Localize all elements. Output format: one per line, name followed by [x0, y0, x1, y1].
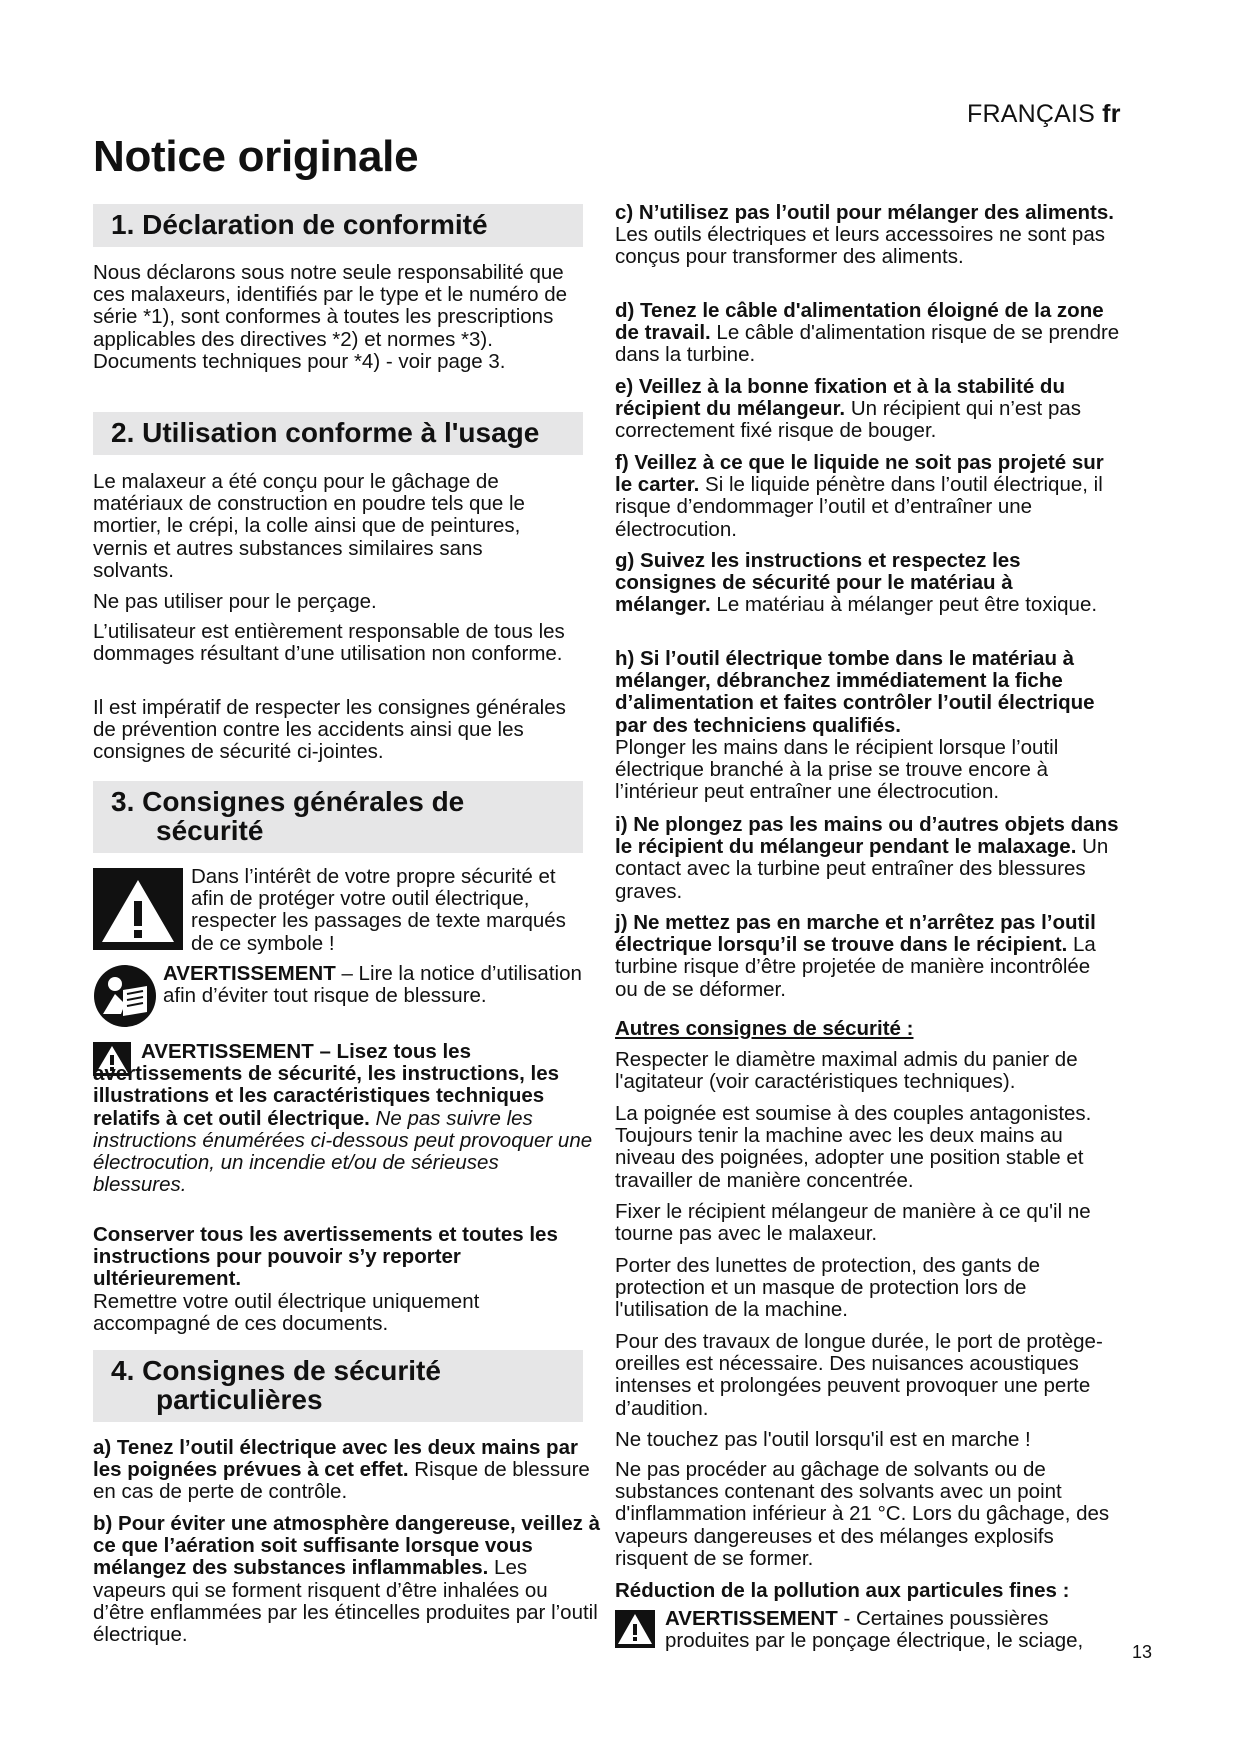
rule-i-text: Un contact avec la turbine peut entraîner des blessures graves.	[615, 835, 1109, 903]
usage-paragraph-4: Il est impératif de respecter les consignes générales de prévention contre les accidents ainsi que les consignes de sécurité ci-jointes.	[93, 696, 566, 764]
section-3-heading	[93, 781, 583, 853]
rule-j	[615, 912, 1115, 1001]
rule-d-bold: d) Tenez le câble d'alimentation éloigné de la zone de travail.	[615, 299, 1104, 345]
page-number: 13	[1132, 1642, 1153, 1662]
section-3-title-b: sécurité	[156, 815, 264, 846]
read-manual-warning-bold: AVERTISSEMENT	[163, 962, 336, 985]
page-title: Notice originale	[93, 132, 419, 181]
section-1-title: 1. Déclaration de conformité	[111, 209, 488, 240]
rule-a-bold: a) Tenez l’outil électrique avec les deux mains par les poignées prévues à cet effet.	[93, 1436, 578, 1482]
read-manual-warning	[163, 963, 593, 1007]
read-manual-warning-text: – Lire la notice d’utilisation afin d’éviter tout risque de blessure.	[163, 962, 582, 1008]
section-2-title: 2. Utilisation conforme à l'usage	[111, 417, 540, 448]
section-3-title-a: 3. Consignes générales de	[111, 786, 465, 817]
section-4-title-a: 4. Consignes de sécurité	[111, 1355, 441, 1386]
rule-a-text: Risque de blessure en cas de perte de contrôle.	[93, 1458, 590, 1504]
usage-paragraph-2: Ne pas utiliser pour le perçage.	[93, 590, 377, 613]
declaration-paragraph: Nous déclarons sous notre seule responsabilité que ces malaxeurs, identifiés par le type et le numéro de série *1), sont conformes à toutes les prescriptions applicables des directives *2) et normes *3). Documents techniques pour *4) - voir page 3.	[93, 261, 568, 373]
rule-i	[615, 814, 1125, 903]
rule-b	[93, 1513, 600, 1646]
other-instruction-5: Pour des travaux de longue durée, le port de protège-oreilles est nécessaire. Des nuisances acoustiques intenses et prolongées peuvent provoquer une perte d’audition.	[615, 1330, 1103, 1420]
keep-instructions-bold: Conserver tous les avertissements et toutes les instructions pour pouvoir s’y reporter ultérieurement.	[93, 1223, 558, 1291]
other-instruction-1: Respecter le diamètre maximal admis du panier de l'agitateur (voir caractéristiques techniques).	[615, 1048, 1078, 1094]
rule-d	[615, 300, 1125, 367]
other-instruction-3: Fixer le récipient mélangeur de manière à ce qu'il ne tourne pas avec le malaxeur.	[615, 1200, 1091, 1246]
other-instruction-7: Ne pas procéder au gâchage de solvants ou de substances contenant des solvants avec un point d'inflammation inférieur à 21 °C. Lors du gâchage, des vapeurs dangereuses et des mélanges explosifs risquent de se former.	[615, 1458, 1110, 1570]
rule-g	[615, 550, 1105, 617]
general-warning-bold: AVERTISSEMENT – Lisez tous les avertissements de sécurité, les instructions, les illustrations et les caractéristiques techniques relatifs à cet outil électrique.	[93, 1040, 560, 1130]
other-instruction-6: Ne touchez pas l'outil lorsqu'il est en marche !	[615, 1428, 1031, 1451]
rule-c-bold: c) N’utilisez pas l’outil pour mélanger des aliments.	[615, 201, 1114, 224]
usage-paragraph-3: L’utilisateur est entièrement responsable de tous les dommages résultant d’une utilisation non conforme.	[93, 620, 565, 666]
rule-h	[615, 648, 1125, 803]
language-code: fr	[1102, 100, 1121, 128]
rule-c-text: Les outils électriques et leurs accessoires ne sont pas conçus pour transformer des aliments.	[615, 223, 1105, 269]
language-name: FRANÇAIS	[967, 100, 1096, 128]
rule-j-bold: j) Ne mettez pas en marche et n’arrêtez pas l’outil électrique lorsqu’il se trouve dans le récipient.	[615, 911, 1096, 957]
rule-h-text: Plonger les mains dans le récipient lorsque l’outil électrique branché à la prise se trouve encore à l’intérieur peut entraîner une électrocution.	[615, 735, 1059, 804]
keep-instructions	[93, 1224, 583, 1335]
rule-e-text: Un récipient qui n’est pas correctement fixé risque de bouger.	[615, 397, 1082, 443]
other-instruction-4: Porter des lunettes de protection, des gants de protection et un masque de protection lors de l'utilisation de la machine.	[615, 1254, 1041, 1322]
rule-f-bold: f) Veillez à ce que le liquide ne soit pas projeté sur le carter.	[615, 451, 1104, 497]
general-warning	[93, 1041, 593, 1196]
usage-paragraph-1: Le malaxeur a été conçu pour le gâchage de matériaux de construction en poudre tels que le mortier, le crépi, la colle ainsi que de peintures, vernis et autres substances similaires sans solvants.	[93, 470, 525, 582]
rule-f	[615, 452, 1125, 541]
rule-e-bold: e) Veillez à la bonne fixation et à la stabilité du récipient du mélangeur.	[615, 375, 1065, 421]
rule-e	[615, 376, 1125, 443]
rule-j-text: La turbine risque d’être projetée de manière incontrôlée ou de se déformer.	[615, 933, 1096, 1001]
warning-triangle-icon	[93, 868, 183, 950]
read-manual-icon	[93, 964, 157, 1028]
rule-b-bold: b) Pour éviter une atmosphère dangereuse, veillez à ce que l’aération soit suffisante lorsque vous mélangez des substances inflammables.	[93, 1512, 600, 1580]
rule-g-bold: g) Suivez les instructions et respectez les consignes de sécurité pour le matériau à mélanger.	[615, 549, 1021, 617]
language-label	[967, 100, 1121, 129]
rule-d-text: Le câble d'alimentation risque de se prendre dans la turbine.	[615, 321, 1120, 367]
keep-instructions-text: Remettre votre outil électrique uniquement accompagné de ces documents.	[93, 1289, 480, 1335]
section-4-heading	[93, 1350, 583, 1422]
dust-warning-text: - Certaines poussières produites par le ponçage électrique, le sciage,	[665, 1607, 1084, 1653]
rule-a	[93, 1437, 593, 1504]
general-warning-italic: Ne pas suivre les instructions énumérées ci-dessous peut provoquer une électrocution, un incendie et/ou de sérieuses blessures.	[93, 1106, 593, 1197]
section-4-title-b: particulières	[156, 1384, 323, 1415]
other-instructions-heading: Autres consignes de sécurité :	[615, 1017, 914, 1040]
rule-i-bold: i) Ne plongez pas les mains ou d’autres objets dans le récipient du mélangeur pendant le malaxage.	[615, 813, 1119, 859]
section-1-heading	[93, 204, 583, 247]
other-instruction-2: La poignée est soumise à des couples antagonistes. Toujours tenir la machine avec les deux mains au niveau des poignées, adopter une position stable et travailler de manière concentrée.	[615, 1102, 1092, 1192]
section-2-heading	[93, 412, 583, 455]
symbol-note: Dans l’intérêt de votre propre sécurité et afin de protéger votre outil électrique, respecter les passages de texte marqués de ce symbole !	[191, 865, 566, 955]
dust-warning-bold: AVERTISSEMENT	[665, 1607, 838, 1630]
dust-warning	[665, 1608, 1135, 1652]
rule-h-bold: h) Si l’outil électrique tombe dans le matériau à mélanger, débranchez immédiatement la fiche d’alimentation et faites contrôler l’outil électrique par des techniciens qualifiés.	[615, 647, 1095, 737]
rule-c	[615, 202, 1125, 269]
rule-b-text: Les vapeurs qui se forment risquent d’être inhalées ou d’être enflammées par les étincelles produites par l’outil électrique.	[93, 1556, 598, 1647]
dust-warning-triangle-icon	[615, 1610, 655, 1648]
dust-heading: Réduction de la pollution aux particules fines :	[615, 1579, 1070, 1602]
rule-f-text: Si le liquide pénètre dans l’outil électrique, il risque d’endommager l’outil et d’entraîner une électrocution.	[615, 473, 1103, 541]
rule-g-text: Le matériau à mélanger peut être toxique.	[710, 593, 1098, 617]
